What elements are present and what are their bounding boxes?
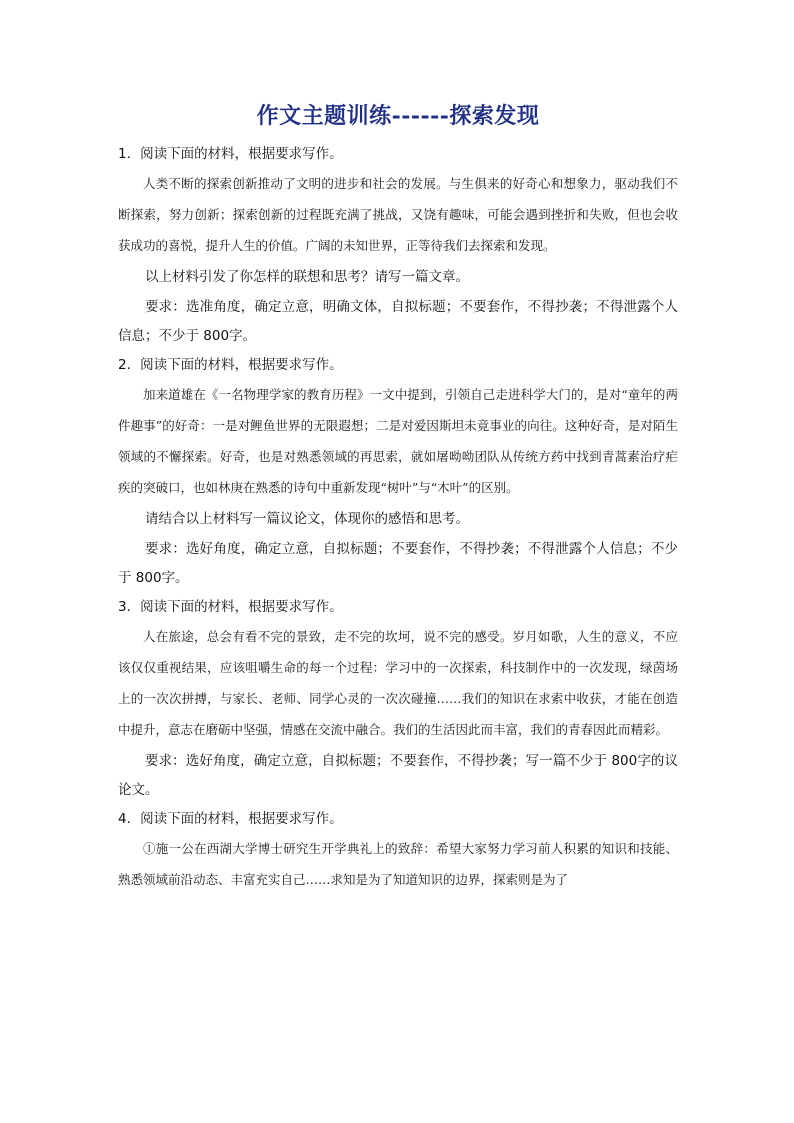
question-requirement: 要求：选准角度，确定立意，明确文体，自拟标题；不要套作，不得抄袭；不得泄露个人信息；不少于 800字。 xyxy=(118,299,678,344)
document-page xyxy=(118,100,678,895)
question-3 xyxy=(118,593,678,805)
question-prompt: 以上材料引发了你怎样的联想和思考？请写一篇文章。 xyxy=(145,269,469,285)
question-1 xyxy=(118,140,678,351)
question-heading: 1．阅读下面的材料，根据要求写作。 xyxy=(118,146,343,162)
question-material: 人在旅途，总会有看不完的景致，走不完的坎坷，说不完的感受。岁月如歌，人生的意义，不应该仅仅重视结果，应该咀嚼生命的每一个过程：学习中的一次探索，科技制作中的一次发现，绿茵场上的一次次拼搏，与家长、老师、同学心灵的一次次碰撞……我们的知识在求索中收获，才能在创造中提升，意志在磨砺中坚强，情感在交流中融合。我们的生活因此而丰富，我们的青春因此而精彩。 xyxy=(118,629,678,737)
question-heading: 2．阅读下面的材料，根据要求写作。 xyxy=(118,357,343,373)
document-title: 作文主题训练------探索发现 xyxy=(256,103,540,129)
question-heading: 3．阅读下面的材料，根据要求写作。 xyxy=(118,599,343,615)
question-material: ①施一公在西湖大学博士研究生开学典礼上的致辞：希望大家努力学习前人积累的知识和技能、熟悉领域前沿动态、丰富充实自己……求知是为了知道知识的边界，探索则是为了 xyxy=(118,841,678,887)
question-requirement: 要求：选好角度，确定立意，自拟标题；不要套作，不得抄袭；不得泄露个人信息；不少于 800字。 xyxy=(118,541,678,586)
question-heading: 4．阅读下面的材料，根据要求写作。 xyxy=(118,811,343,827)
question-material: 加来道雄在《一名物理学家的教育历程》一文中提到，引领自己走进科学大门的，是对“童年的两件趣事”的好奇：一是对鲤鱼世界的无限遐想；二是对爱因斯坦未竟事业的向往。这种好奇，是对陌生领域的不懈探索。好奇，也是对熟悉领域的再思索，就如屠呦呦团队从传统方药中找到青蒿素治疗疟疾的突破口，也如林庚在熟悉的诗句中重新发现“树叶”与“木叶”的区别。 xyxy=(118,387,678,495)
question-2 xyxy=(118,351,678,593)
question-material: 人类不断的探索创新推动了文明的进步和社会的发展。与生俱来的好奇心和想象力，驱动我们不断探索，努力创新；探索创新的过程既充满了挑战，又饶有趣味，可能会遇到挫折和失败，但也会收获成功的喜悦，提升人生的价值。广阔的未知世界，正等待我们去探索和发现。 xyxy=(118,176,678,253)
question-requirement: 要求：选好角度，确定立意，自拟标题；不要套作，不得抄袭；写一篇不少于 800字的议论文。 xyxy=(118,753,678,798)
question-prompt: 请结合以上材料写一篇议论文，体现你的感悟和思考。 xyxy=(145,511,469,527)
question-4 xyxy=(118,805,678,895)
